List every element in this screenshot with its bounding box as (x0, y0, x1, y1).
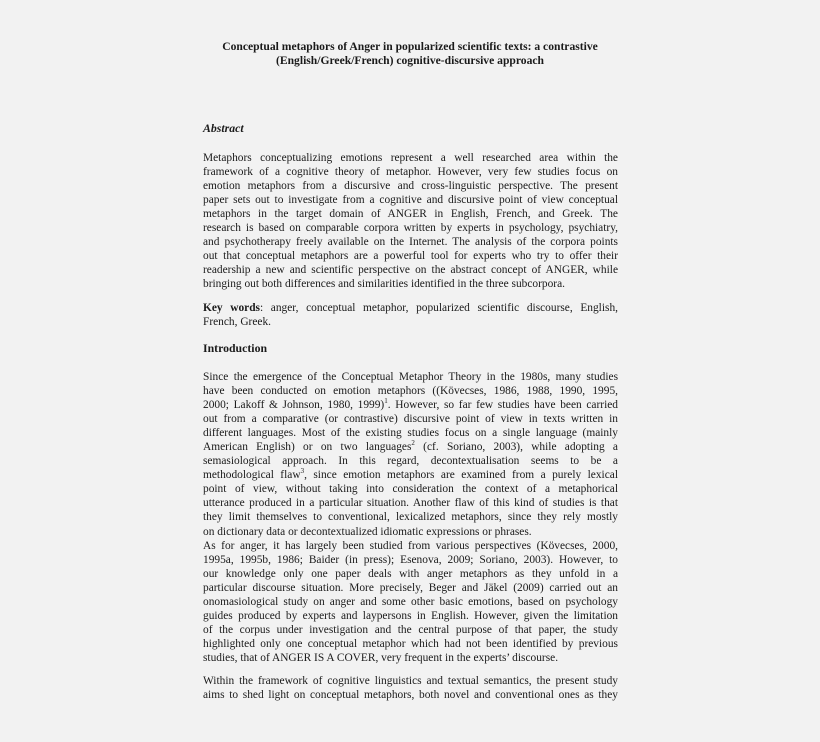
introduction-para-3 (203, 674, 618, 702)
keywords-line-1 (203, 301, 618, 315)
abstract-line: out that conceptual metaphors are a powerful tool for experts who try to offer their (203, 250, 618, 263)
intro-line: onomasiological study on anger and some other basic emotions, based on psychology (203, 595, 618, 608)
introduction-para-1 (203, 370, 618, 539)
intro-line: out from a comparative (or contrastive) discursive point of view in texts written in (203, 413, 618, 426)
abstract-line: framework of a cognitive theory of metaphor. However, very few studies focus on (203, 166, 618, 179)
intro-line-text: , since emotion metaphors are examined from a purely lexical (304, 469, 619, 482)
keywords-line-2: French, Greek. (203, 316, 271, 329)
abstract-line: research is based on comparable corpora written by experts in psychology, psychiatry, (203, 222, 618, 235)
footnote-ref-2[interactable]: 2 (411, 439, 415, 448)
intro-line-text: methodological flaw (203, 469, 301, 482)
paper-title (190, 40, 630, 68)
intro-line (203, 468, 618, 482)
intro-line: highlighted only one conceptual metaphor which had not been identified by previous (203, 637, 618, 650)
intro-line: particular discourse situation. More precisely, Beger and Jäkel (2009) carried out an (203, 581, 618, 594)
abstract-line: and psychotherapy freely available on the Internet. The analysis of the corpora points (203, 236, 618, 249)
abstract-line: bringing out both differences and similarities identified in the three subcorpora. (203, 278, 565, 291)
title-line-1: Conceptual metaphors of Anger in popularized scientific texts: a contrastive (222, 40, 598, 53)
abstract-line: Metaphors conceptualizing emotions represent a well researched area within the (203, 152, 618, 164)
intro-line: utterance produced in a particular situation. Another flaw of this kind of studies is that (203, 497, 618, 510)
intro-line: studies, that of ANGER IS A COVER, very frequent in the experts’ discourse. (203, 651, 559, 664)
keywords-text-1: : anger, conceptual metaphor, popularized scientific discourse, English, (259, 302, 618, 314)
intro-line: As for anger, it has largely been studied from various perspectives (Kövecses, 2000, (203, 539, 618, 552)
intro-line: they limit themselves to conventional, lexicalized metaphors, since they rely mostly (203, 511, 618, 524)
intro-line: have been conducted on emotion metaphors ((Kövecses, 1986, 1988, 1990, 1995, (203, 385, 618, 398)
footnote-ref-3[interactable]: 3 (300, 467, 305, 476)
intro-line: guides produced by experts and laypersons in English. However, given the limitation (203, 609, 618, 622)
abstract-line: paper sets out to investigate from a cognitive and discursive point of view conceptual (203, 194, 618, 207)
footnote-ref-1[interactable]: 1 (384, 397, 388, 406)
intro-line: of the corpus under investigation and the central purpose of that paper, the study (203, 623, 618, 636)
intro-line: aims to shed light on conceptual metaphors, both novel and conventional ones as they (203, 689, 618, 702)
intro-line-text: . However, so far few studies have been carried (387, 399, 618, 412)
abstract-line: metaphors in the target domain of ANGER in English, French, and Greek. The (203, 208, 618, 221)
intro-line: semasiological approach. In this regard, decontextualisation seems to be a (203, 455, 618, 468)
intro-line: point of view, without taking into consideration the context of a metaphorical (203, 483, 618, 496)
introduction-heading: Introduction (203, 341, 268, 355)
abstract-body (203, 151, 618, 291)
title-line-2: (English/Greek/French) cognitive-discursive approach (276, 54, 544, 67)
abstract-line: emotion metaphors from a discursive and cross-linguistic perspective. The present (203, 180, 618, 193)
intro-line (203, 398, 618, 412)
abstract-heading: Abstract (203, 121, 244, 135)
intro-line-text: 2000; Lakoff & Johnson, 1980, 1999) (203, 399, 385, 412)
intro-line: different languages. Most of the existing studies focus on a single language (mainly (203, 427, 618, 440)
intro-line-text: American English) or on two languages (203, 441, 412, 454)
intro-line: Since the emergence of the Conceptual Metaphor Theory in the 1980s, many studies (203, 371, 618, 383)
introduction-para-2 (203, 539, 618, 665)
intro-line: our knowledge only one paper deals with anger metaphors as they unfold in a (203, 567, 618, 580)
intro-line (203, 440, 618, 454)
intro-line: 1995a, 1995b, 1986; Baider (in press); Esenova, 2009; Soriano, 2003). However, to (203, 553, 618, 566)
intro-line-text: (cf. Soriano, 2003), while adopting a (414, 441, 618, 454)
intro-line: Within the framework of cognitive linguistics and textual semantics, the present study (203, 675, 618, 687)
intro-line: on dictionary data or decontextualized idiomatic expressions or phrases. (203, 525, 532, 538)
keywords (203, 301, 618, 329)
abstract-line: readership a new and scientific perspective on the abstract concept of ANGER, while (203, 264, 618, 277)
keywords-label: Key words (203, 302, 260, 314)
